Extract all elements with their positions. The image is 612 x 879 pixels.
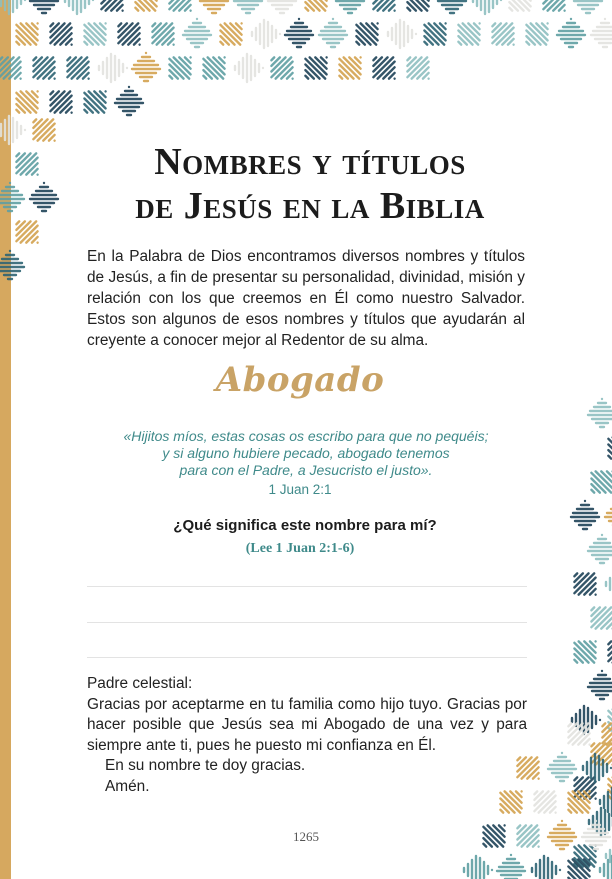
page-number: 1265 — [293, 829, 319, 844]
reflection-question: ¿Qué significa este nombre para mí? — [173, 517, 437, 534]
page-title-line-2: de Jesús en la Biblia — [135, 185, 485, 227]
name-heading: Abogado — [215, 360, 385, 400]
writing-line[interactable] — [87, 657, 527, 658]
prayer-body: Gracias por aceptarme en tu familia como hijo tuyo. Gracias por hacer posible que Jesús sea mi Abogado de una vez y para siempre ante ti, pues he puesto mi confianza en Él. — [87, 695, 527, 754]
page-title-line-1: Nombres y títulos — [154, 141, 466, 183]
verse-line-3: para con el Padre, a Jesucristo el justo». — [179, 462, 433, 478]
verse-line-1: «Hijitos míos, estas cosas os escribo para que no pequéis; — [123, 428, 489, 444]
prayer-block — [87, 674, 527, 797]
verse-reference: 1 Juan 2:1 — [268, 482, 332, 497]
prayer-amen: Amén. — [105, 777, 150, 795]
prayer-salutation: Padre celestial: — [87, 675, 193, 692]
reading-reference: (Lee 1 Juan 2:1-6) — [245, 541, 355, 556]
prayer-closing: En su nombre te doy gracias. — [105, 757, 306, 774]
verse-line-2: y si alguno hubiere pecado, abogado tenemos — [162, 445, 450, 461]
writing-line[interactable] — [87, 622, 527, 623]
intro-paragraph: En la Palabra de Dios encontramos diversos nombres y títulos de Jesús, a fin de presentar su personalidad, divinidad, misión y relación con los que creemos en Él como nuestro Salvador. Estos son algunos de esos nombres y títulos que ayudarán al creyente a conocer mejor al Redentor de su alma. — [87, 248, 525, 349]
writing-line[interactable] — [87, 586, 527, 587]
bible-verse — [95, 428, 517, 479]
